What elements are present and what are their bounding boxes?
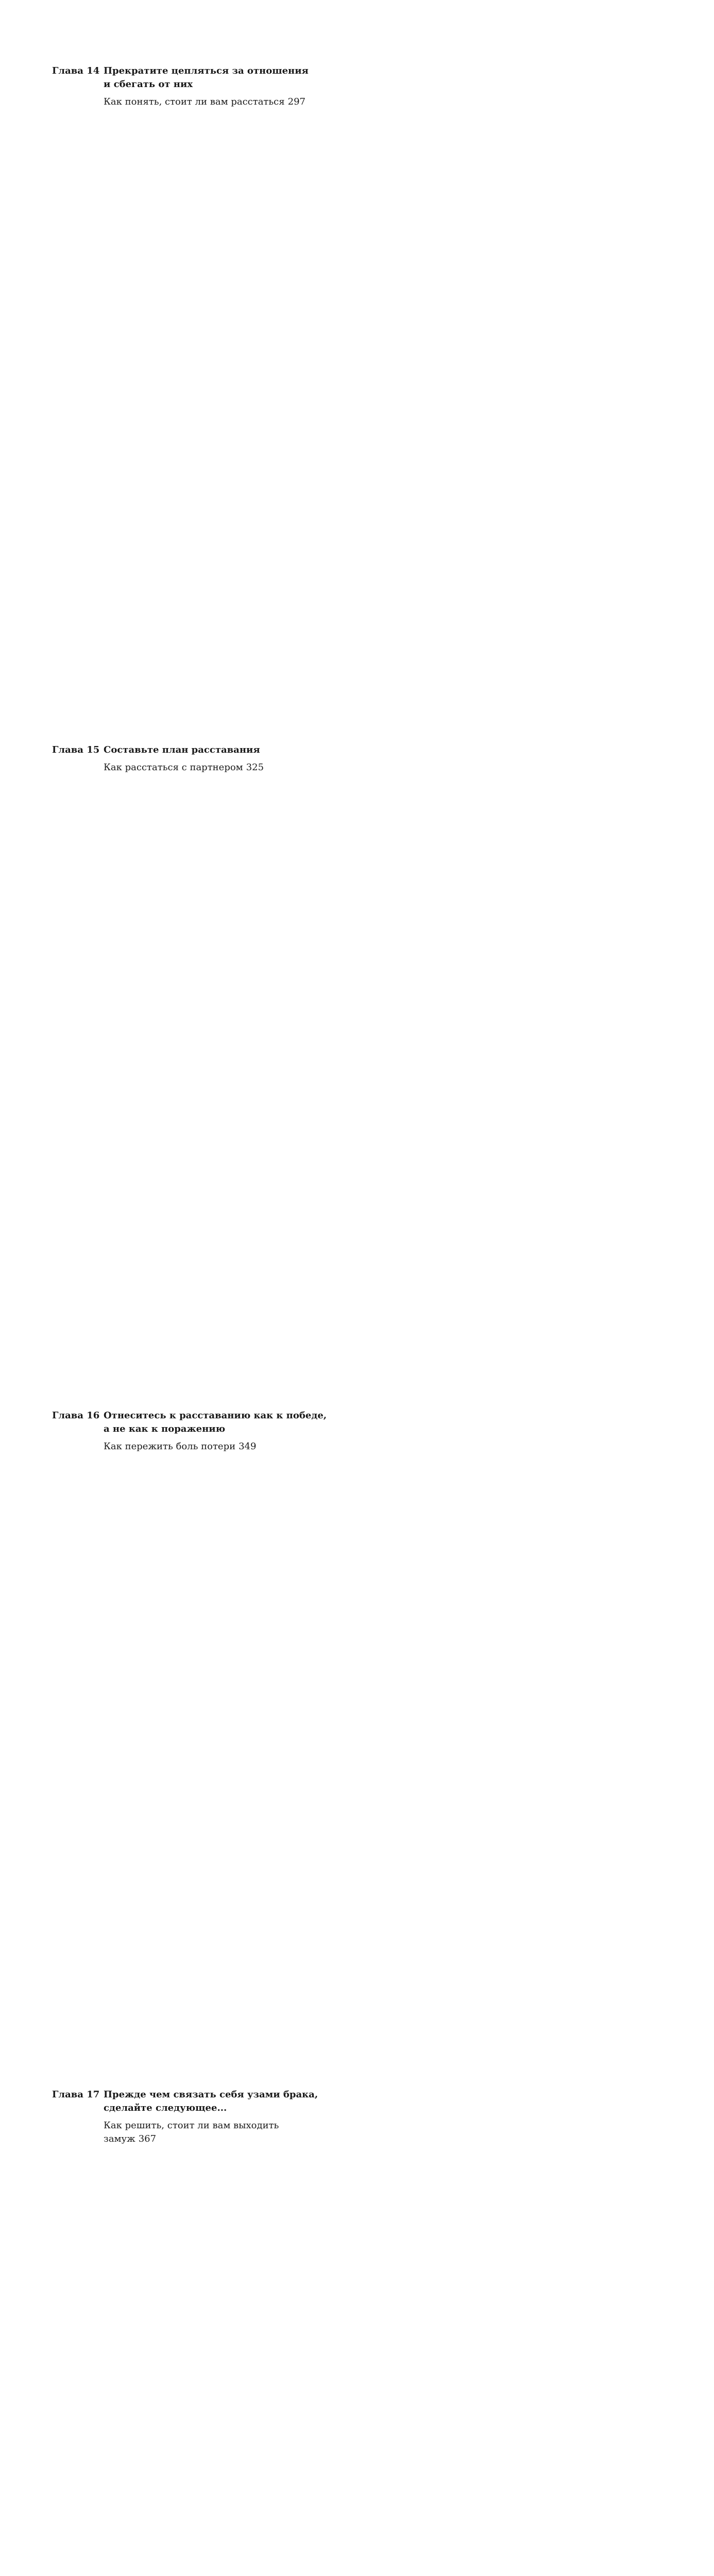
chapter-subtitle-line: Как решить, стоит ли вам выходить [104,2120,279,2131]
chapter-title-line: а не как к поражению [104,1423,226,1434]
chapter-label: Глава 14 [52,65,100,76]
chapter-title [104,2088,328,2115]
chapter-title [104,1409,328,1436]
chapter-title-line: Прекратите цепляться за отношения [104,65,309,76]
chapter-subtitle-text: замуж [104,2133,135,2144]
chapter-title-line: Отнеситесь к расставанию как к победе, [104,1410,327,1421]
toc-chapter-17 [52,2088,328,2576]
chapter-title-line: Составьте план расставания [104,744,260,755]
chapter-subtitle [104,95,328,735]
chapter-title-line: Прежде чем связать себя узами брака, [104,2089,318,2100]
chapter-title [104,64,328,91]
page-number: 297 [287,96,305,107]
chapter-label: Глава 16 [52,1410,100,1421]
chapter-subtitle [104,2119,328,2576]
chapter-subtitle [104,1440,328,2079]
chapter-subtitle-text: Как понять, стоит ли вам расстаться [104,96,285,107]
page-number: 325 [246,762,264,773]
page-number: 349 [239,1441,257,1452]
chapter-subtitle-text: Как пережить боль потери [104,1441,236,1452]
chapter-label: Глава 15 [52,744,100,755]
toc-chapter-14 [52,64,328,735]
chapter-title [104,743,328,757]
chapter-title-line: и сбегать от них [104,79,193,90]
chapter-subtitle-text: Как расстаться с партнером [104,762,243,773]
table-of-contents [52,64,328,2576]
chapter-label: Глава 17 [52,2089,100,2100]
page-number: 367 [138,2133,157,2144]
toc-page [0,0,426,2144]
chapter-title-line: сделайте следующее... [104,2103,227,2113]
toc-chapter-15 [52,743,328,1400]
toc-chapter-16 [52,1409,328,2079]
chapter-subtitle [104,761,328,1400]
